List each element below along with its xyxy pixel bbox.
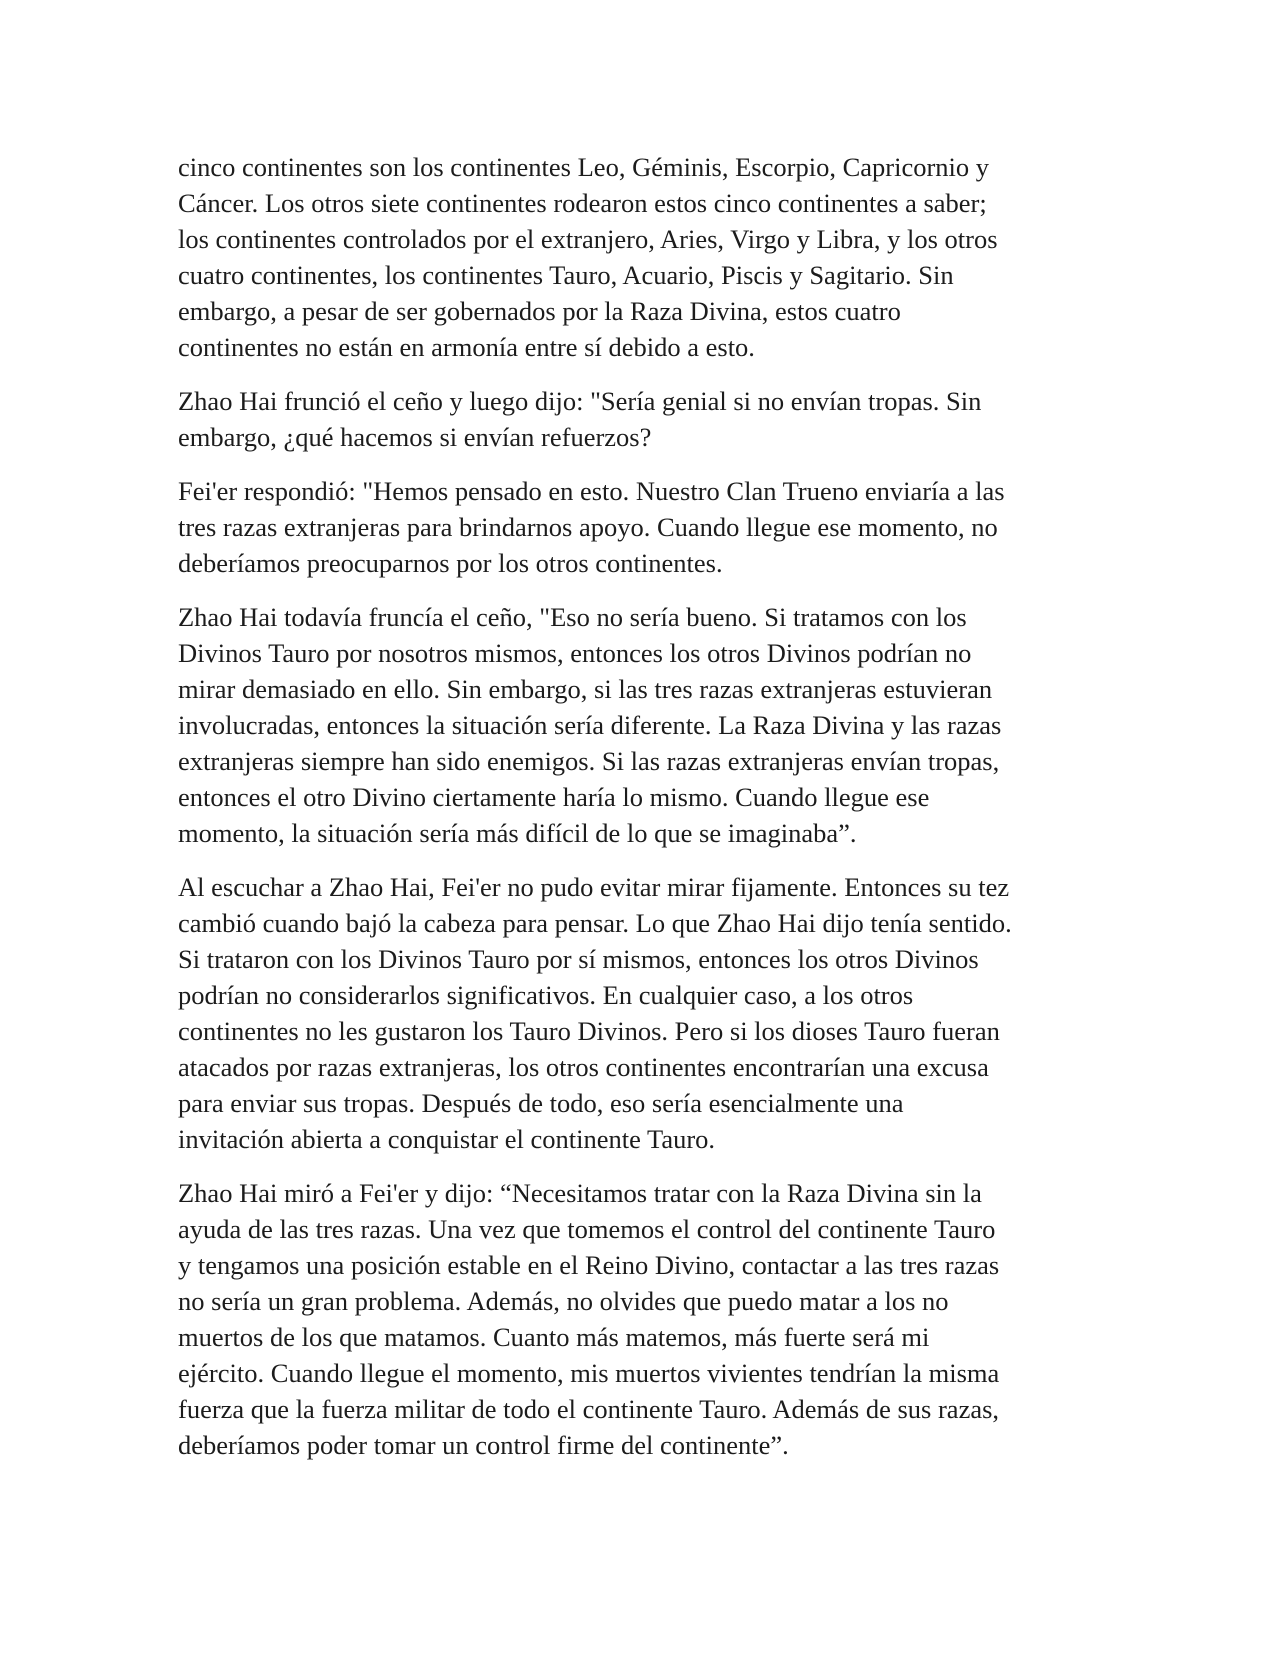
paragraph-2: Zhao Hai frunció el ceño y luego dijo: "Sería genial si no envían tropas. Sin embargo, ¿qué hacemos si envían refuerzos? <box>178 386 982 452</box>
paragraph-6: Zhao Hai miró a Fei'er y dijo: “Necesitamos tratar con la Raza Divina sin la ayuda de las tres razas. Una vez que tomemos el control del continente Tauro y tengamos una posición estable en el Reino Divino, contactar a las tres razas no sería un gran problema. Además, no olvides que puedo matar a los no muertos de los que matamos. Cuanto más matemos, más fuerte será mi ejército. Cuando llegue el momento, mis muertos vivientes tendrían la misma fuerza que la fuerza militar de todo el continente Tauro. Además de sus razas, deberíamos poder tomar un control firme del continente”. <box>178 1178 1000 1460</box>
paragraph-1: cinco continentes son los continentes Leo, Géminis, Escorpio, Capricornio y Cáncer. Los otros siete continentes rodearon estos cinco continentes a saber; los continentes controlados por el extranjero, Aries, Virgo y Libra, y los otros cuatro continentes, los continentes Tauro, Acuario, Piscis y Sagitario. Sin embargo, a pesar de ser gobernados por la Raza Divina, estos cuatro continentes no están en armonía entre sí debido a esto. <box>178 152 998 362</box>
paragraph-4: Zhao Hai todavía fruncía el ceño, "Eso no sería bueno. Si tratamos con los Divinos Tauro por nosotros mismos, entonces los otros Divinos podrían no mirar demasiado en ello. Sin embargo, si las tres razas extranjeras estuvieran involucradas, entonces la situación sería diferente. La Raza Divina y las razas extranjeras siempre han sido enemigos. Si las razas extranjeras envían tropas, entonces el otro Divino ciertamente haría lo mismo. Cuando llegue ese momento, la situación sería más difícil de lo que se imaginaba”. <box>178 602 1002 848</box>
paragraph-3: Fei'er respondió: "Hemos pensado en esto. Nuestro Clan Trueno enviaría a las tres razas extranjeras para brindarnos apoyo. Cuando llegue ese momento, no deberíamos preocuparnos por los otros continentes. <box>178 476 1005 578</box>
paragraph-5: Al escuchar a Zhao Hai, Fei'er no pudo evitar mirar fijamente. Entonces su tez cambió cuando bajó la cabeza para pensar. Lo que Zhao Hai dijo tenía sentido. Si trataron con los Divinos Tauro por sí mismos, entonces los otros Divinos podrían no considerarlos significativos. En cualquier caso, a los otros continentes no les gustaron los Tauro Divinos. Pero si los dioses Tauro fueran atacados por razas extranjeras, los otros continentes encontrarían una excusa para enviar sus tropas. Después de todo, eso sería esencialmente una invitación abierta a conquistar el continente Tauro. <box>178 872 1012 1154</box>
document-body <box>178 149 1110 1481</box>
